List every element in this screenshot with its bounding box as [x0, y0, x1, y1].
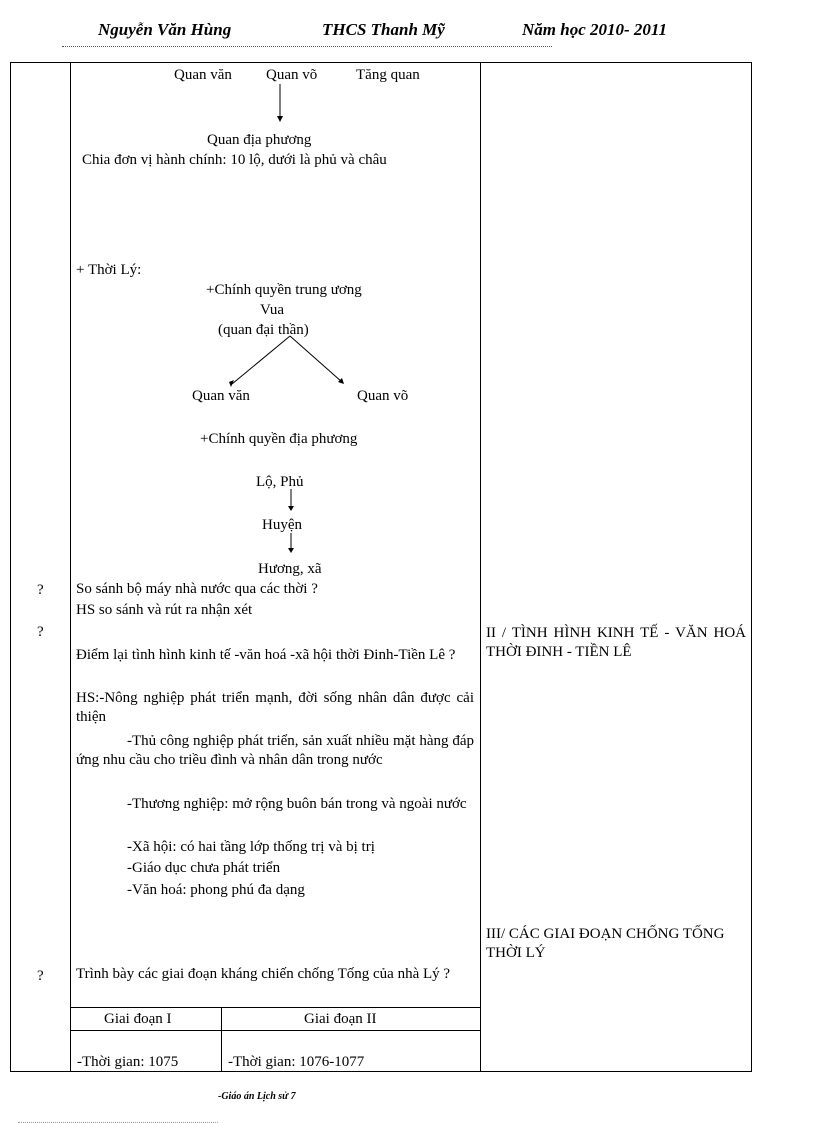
answer-society: -Xã hội: có hai tầng lớp thống trị và bị trị	[127, 839, 375, 855]
stage-1-header: Giai đoạn I	[104, 1011, 172, 1027]
question-stages: Trình bày các giai đoạn kháng chiến chống Tống của nhà Lý ?	[76, 966, 451, 982]
answer-education: -Giáo dục chưa phát triển	[127, 860, 281, 876]
answer-handicraft: -Thủ công nghiệp phát triển, sản xuất nhiều mặt hàng đáp ứng nhu cầu cho triều đình và nhân dân trong nước	[76, 733, 474, 768]
ly-huong-xa: Hương, xã	[258, 561, 322, 577]
ly-civil-official: Quan văn	[192, 388, 250, 404]
ly-central-gov: +Chính quyền trung ương	[206, 282, 362, 298]
stages-table-header-line	[70, 1030, 480, 1031]
arrow-down-icon	[286, 489, 296, 513]
diagram-admin-division: Chia đơn vị hành chính: 10 lộ, dưới là phủ và châu	[82, 152, 387, 168]
ly-military-official: Quan võ	[357, 388, 409, 404]
branch-arrows-icon	[226, 334, 350, 390]
ly-title: + Thời Lý:	[76, 262, 142, 278]
answer-compare: HS so sánh và rút ra nhận xét	[76, 602, 253, 618]
ly-lo-phu: Lộ, Phủ	[256, 474, 304, 490]
header-year: Năm học 2010- 2011	[522, 20, 667, 39]
question-mark: ?	[37, 582, 44, 598]
lesson-table	[10, 62, 752, 1072]
ly-local-gov: +Chính quyền địa phương	[200, 431, 358, 447]
diagram-civil-official: Quan văn	[174, 67, 232, 83]
column-divider-2	[480, 62, 481, 1072]
diagram-military-official: Quan võ	[266, 67, 318, 83]
header-divider	[62, 46, 552, 47]
answer-agriculture: HS:-Nông nghiệp phát triển mạnh, đời sống nhân dân được cải thiện	[76, 690, 474, 725]
footer-text: -Giáo án Lịch sử 7	[218, 1091, 296, 1102]
arrow-down-icon	[286, 533, 296, 557]
section-2-heading: II / TÌNH HÌNH KINH TẾ - VĂN HOÁ THỜI ĐINH - TIỀN LÊ	[486, 625, 746, 660]
answer-culture: -Văn hoá: phong phú đa dạng	[127, 882, 305, 898]
stage-2-header: Giai đoạn II	[304, 1011, 377, 1027]
ly-ministers: (quan đại thần)	[218, 322, 309, 338]
column-divider-1	[70, 62, 71, 1072]
ly-huyen: Huyện	[262, 517, 302, 533]
question-compare: So sánh bộ máy nhà nước qua các thời ?	[76, 581, 318, 597]
stages-table-divider	[221, 1007, 222, 1072]
question-review: Điểm lại tình hình kinh tế -văn hoá -xã hội thời Đinh-Tiền Lê ?	[76, 647, 456, 663]
stage-2-time: -Thời gian: 1076-1077	[228, 1054, 365, 1070]
ly-king: Vua	[260, 302, 285, 318]
question-mark: ?	[37, 968, 44, 984]
arrow-down-icon	[274, 84, 286, 124]
answer-trade: -Thương nghiệp: mở rộng buôn bán trong và ngoài nước	[127, 796, 467, 812]
diagram-local-official: Quan địa phương	[207, 132, 312, 148]
header-author: Nguyễn Văn Hùng	[98, 20, 232, 39]
diagram-monk-official: Tăng quan	[356, 67, 420, 83]
header-school: THCS Thanh Mỹ	[322, 20, 445, 39]
stages-table-top	[70, 1007, 480, 1008]
question-mark: ?	[37, 624, 44, 640]
section-3-heading: III/ CÁC GIAI ĐOẠN CHỐNG TỐNG THỜI LÝ	[486, 926, 725, 961]
stage-1-time: -Thời gian: 1075	[77, 1054, 179, 1070]
